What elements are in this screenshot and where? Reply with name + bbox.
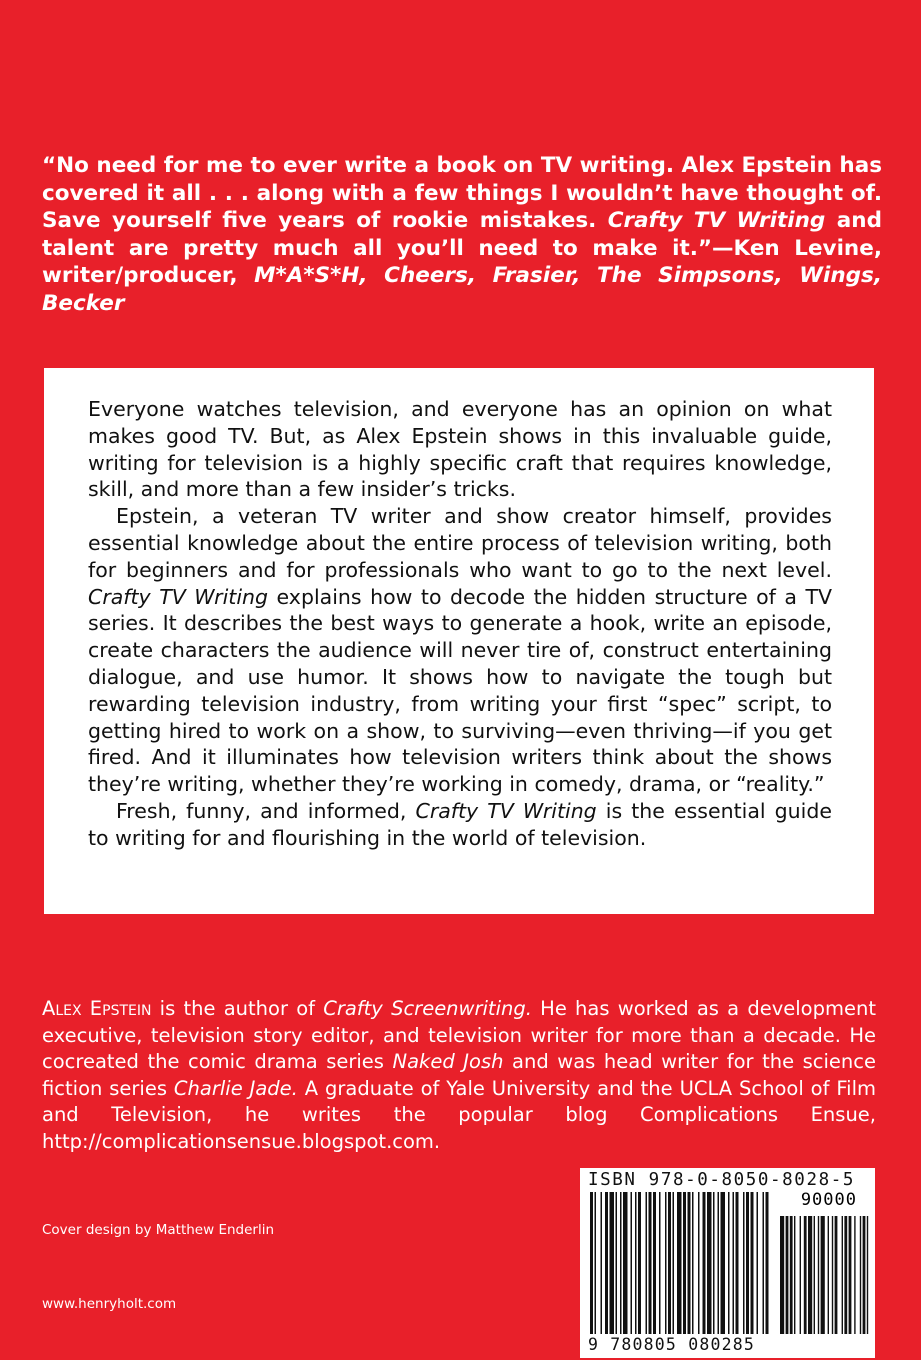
barcode-stripe <box>605 1192 608 1334</box>
p2-text-a: Epstein, a veteran TV writer and show creator himself, provides essential knowledge about the entire process of television writing, both for beginners and for professionals who want to go to the next level. <box>88 504 832 582</box>
barcode-stripe <box>659 1192 661 1334</box>
addon-stripe <box>863 1216 866 1334</box>
description-paragraph-3 <box>88 798 832 852</box>
p3-text-b: is the essential guide to writing for and flourishing in the world of television. <box>88 798 832 850</box>
p2-text-b: explains how to decode the hidden structure of a TV series. It describes the best ways to generate a hook, write an episode, create characters the audience will never tire of, construct entertaining dialogue, and use humor. It shows how to navigate the tough but rewarding television industry, from writing your first “spec” script, to getting hired to work on a show, to surviving—even thriving—if you get fired. And it illuminates how television writers think about the shows they’re writing, whether they’re working in comedy, drama, or “reality.” <box>88 584 832 797</box>
barcode-stripe <box>688 1192 691 1334</box>
bio-text-c: and was head writer for the science fiction series <box>42 1050 877 1100</box>
description-panel <box>44 368 874 914</box>
barcode-stripe <box>692 1192 694 1334</box>
addon-stripe <box>821 1216 825 1334</box>
addon-stripe <box>800 1216 801 1334</box>
barcode-stripe <box>623 1192 628 1334</box>
barcode-stripe <box>763 1192 765 1334</box>
addon-stripe <box>780 1216 784 1334</box>
barcode-stripe <box>601 1192 603 1334</box>
barcode-stripe <box>610 1192 615 1334</box>
endorsement-quote <box>42 152 882 317</box>
bio-show-2: Charlie Jade. <box>173 1076 298 1100</box>
bio-text-d: A graduate of Yale University and the UCLA School of Film and Television, he writes the popular blog Complications Ensue, http://complicationsensue.blogspot.com. <box>42 1076 876 1153</box>
bio-text-a: is the author of <box>151 997 324 1020</box>
barcode-bars-area <box>588 1190 869 1336</box>
barcode-stripe <box>707 1192 712 1334</box>
barcode-stripe <box>718 1192 720 1334</box>
addon-stripe <box>849 1216 852 1334</box>
barcode-stripe <box>757 1192 759 1334</box>
barcode-stripe <box>743 1192 745 1334</box>
cover-design-credit: Cover design by Matthew Enderlin <box>42 1222 275 1238</box>
barcode-stripe <box>733 1192 735 1334</box>
bio-book-title: Crafty Screenwriting. <box>323 997 532 1020</box>
publisher-website: www.henryholt.com <box>42 1296 177 1312</box>
bio-show-1: Naked Josh <box>392 1050 504 1073</box>
isbn-text: ISBN 978-0-8050-8028-5 <box>588 1170 855 1190</box>
barcode-stripe <box>595 1192 597 1334</box>
addon-stripe <box>790 1216 793 1334</box>
addon-stripe <box>844 1216 847 1334</box>
addon-stripe <box>832 1216 833 1334</box>
addon-stripe <box>842 1216 843 1334</box>
barcode-stripe <box>698 1192 700 1334</box>
barcode-stripe <box>721 1192 726 1334</box>
quote-text-2: and talent are pretty much all you’ll need to make it.”—Ken Levine, writer/producer, <box>42 208 882 288</box>
barcode-stripe <box>646 1192 648 1334</box>
barcode-stripe <box>649 1192 652 1334</box>
barcode-stripe <box>635 1192 637 1334</box>
addon-stripe <box>794 1216 795 1334</box>
barcode-stripe <box>616 1192 618 1334</box>
p2-book-title: Crafty TV Writing <box>88 584 269 609</box>
barcode-stripe <box>766 1192 769 1334</box>
barcode-stripe <box>683 1192 686 1334</box>
barcode-stripe <box>668 1192 671 1334</box>
p3-book-title: Crafty TV Writing <box>415 798 597 823</box>
author-bio <box>42 996 876 1155</box>
author-name: Alex Epstein <box>42 997 152 1020</box>
barcode-stripe <box>703 1192 706 1334</box>
addon-stripe <box>828 1216 829 1334</box>
barcode-stripe <box>677 1192 682 1334</box>
barcode-stripe <box>713 1192 715 1334</box>
addon-stripe <box>814 1216 815 1334</box>
barcode-stripe <box>590 1192 593 1334</box>
addon-stripe <box>804 1216 807 1334</box>
description-paragraph-1: Everyone watches television, and everyone has an opinion on what makes good TV. But, as Alex Epstein shows in this invaluable guide, writing for television is a highly specific craft that requires knowledge, skill, and more than a few insider’s tricks. <box>88 397 832 502</box>
barcode-stripe <box>728 1192 730 1334</box>
barcode-digits: 9 780805 080285 <box>588 1335 756 1354</box>
barcode-stripe <box>673 1192 675 1334</box>
addon-stripe <box>808 1216 812 1334</box>
addon-stripe <box>818 1216 819 1334</box>
quote-book-title: Crafty TV Writing <box>607 208 826 233</box>
bio-text-b: He has worked as a development executive, television story editor, and television writer for more than a decade. He cocreated the comic drama series <box>42 997 876 1073</box>
description-paragraph-2 <box>88 503 832 798</box>
p3-text-a: Fresh, funny, and informed, <box>116 798 416 823</box>
quote-text-1: “No need for me to ever write a book on TV writing. Alex Epstein has covered it all . . . along with a few things I wouldn’t have thought of. Save yourself five years of rookie mistakes. <box>42 153 882 233</box>
quote-show-list: M*A*S*H, Cheers, Frasier, The Simpsons, Wings, Becker <box>42 263 882 316</box>
barcode-stripe <box>653 1192 656 1334</box>
addon-stripe <box>860 1216 861 1334</box>
barcode-stripe <box>751 1192 754 1334</box>
price-code: 90000 <box>800 1190 857 1210</box>
barcode-stripe <box>620 1192 622 1334</box>
barcode-stripe <box>631 1192 633 1334</box>
barcode-stripe <box>746 1192 749 1334</box>
isbn-barcode <box>580 1168 875 1358</box>
barcode-stripe <box>638 1192 641 1334</box>
addon-stripe <box>786 1216 789 1334</box>
barcode-bars <box>588 1190 869 1336</box>
barcode-stripe <box>736 1192 739 1334</box>
barcode-stripe <box>665 1192 667 1334</box>
addon-stripe <box>835 1216 838 1334</box>
addon-stripe <box>867 1216 868 1334</box>
addon-stripe <box>854 1216 855 1334</box>
